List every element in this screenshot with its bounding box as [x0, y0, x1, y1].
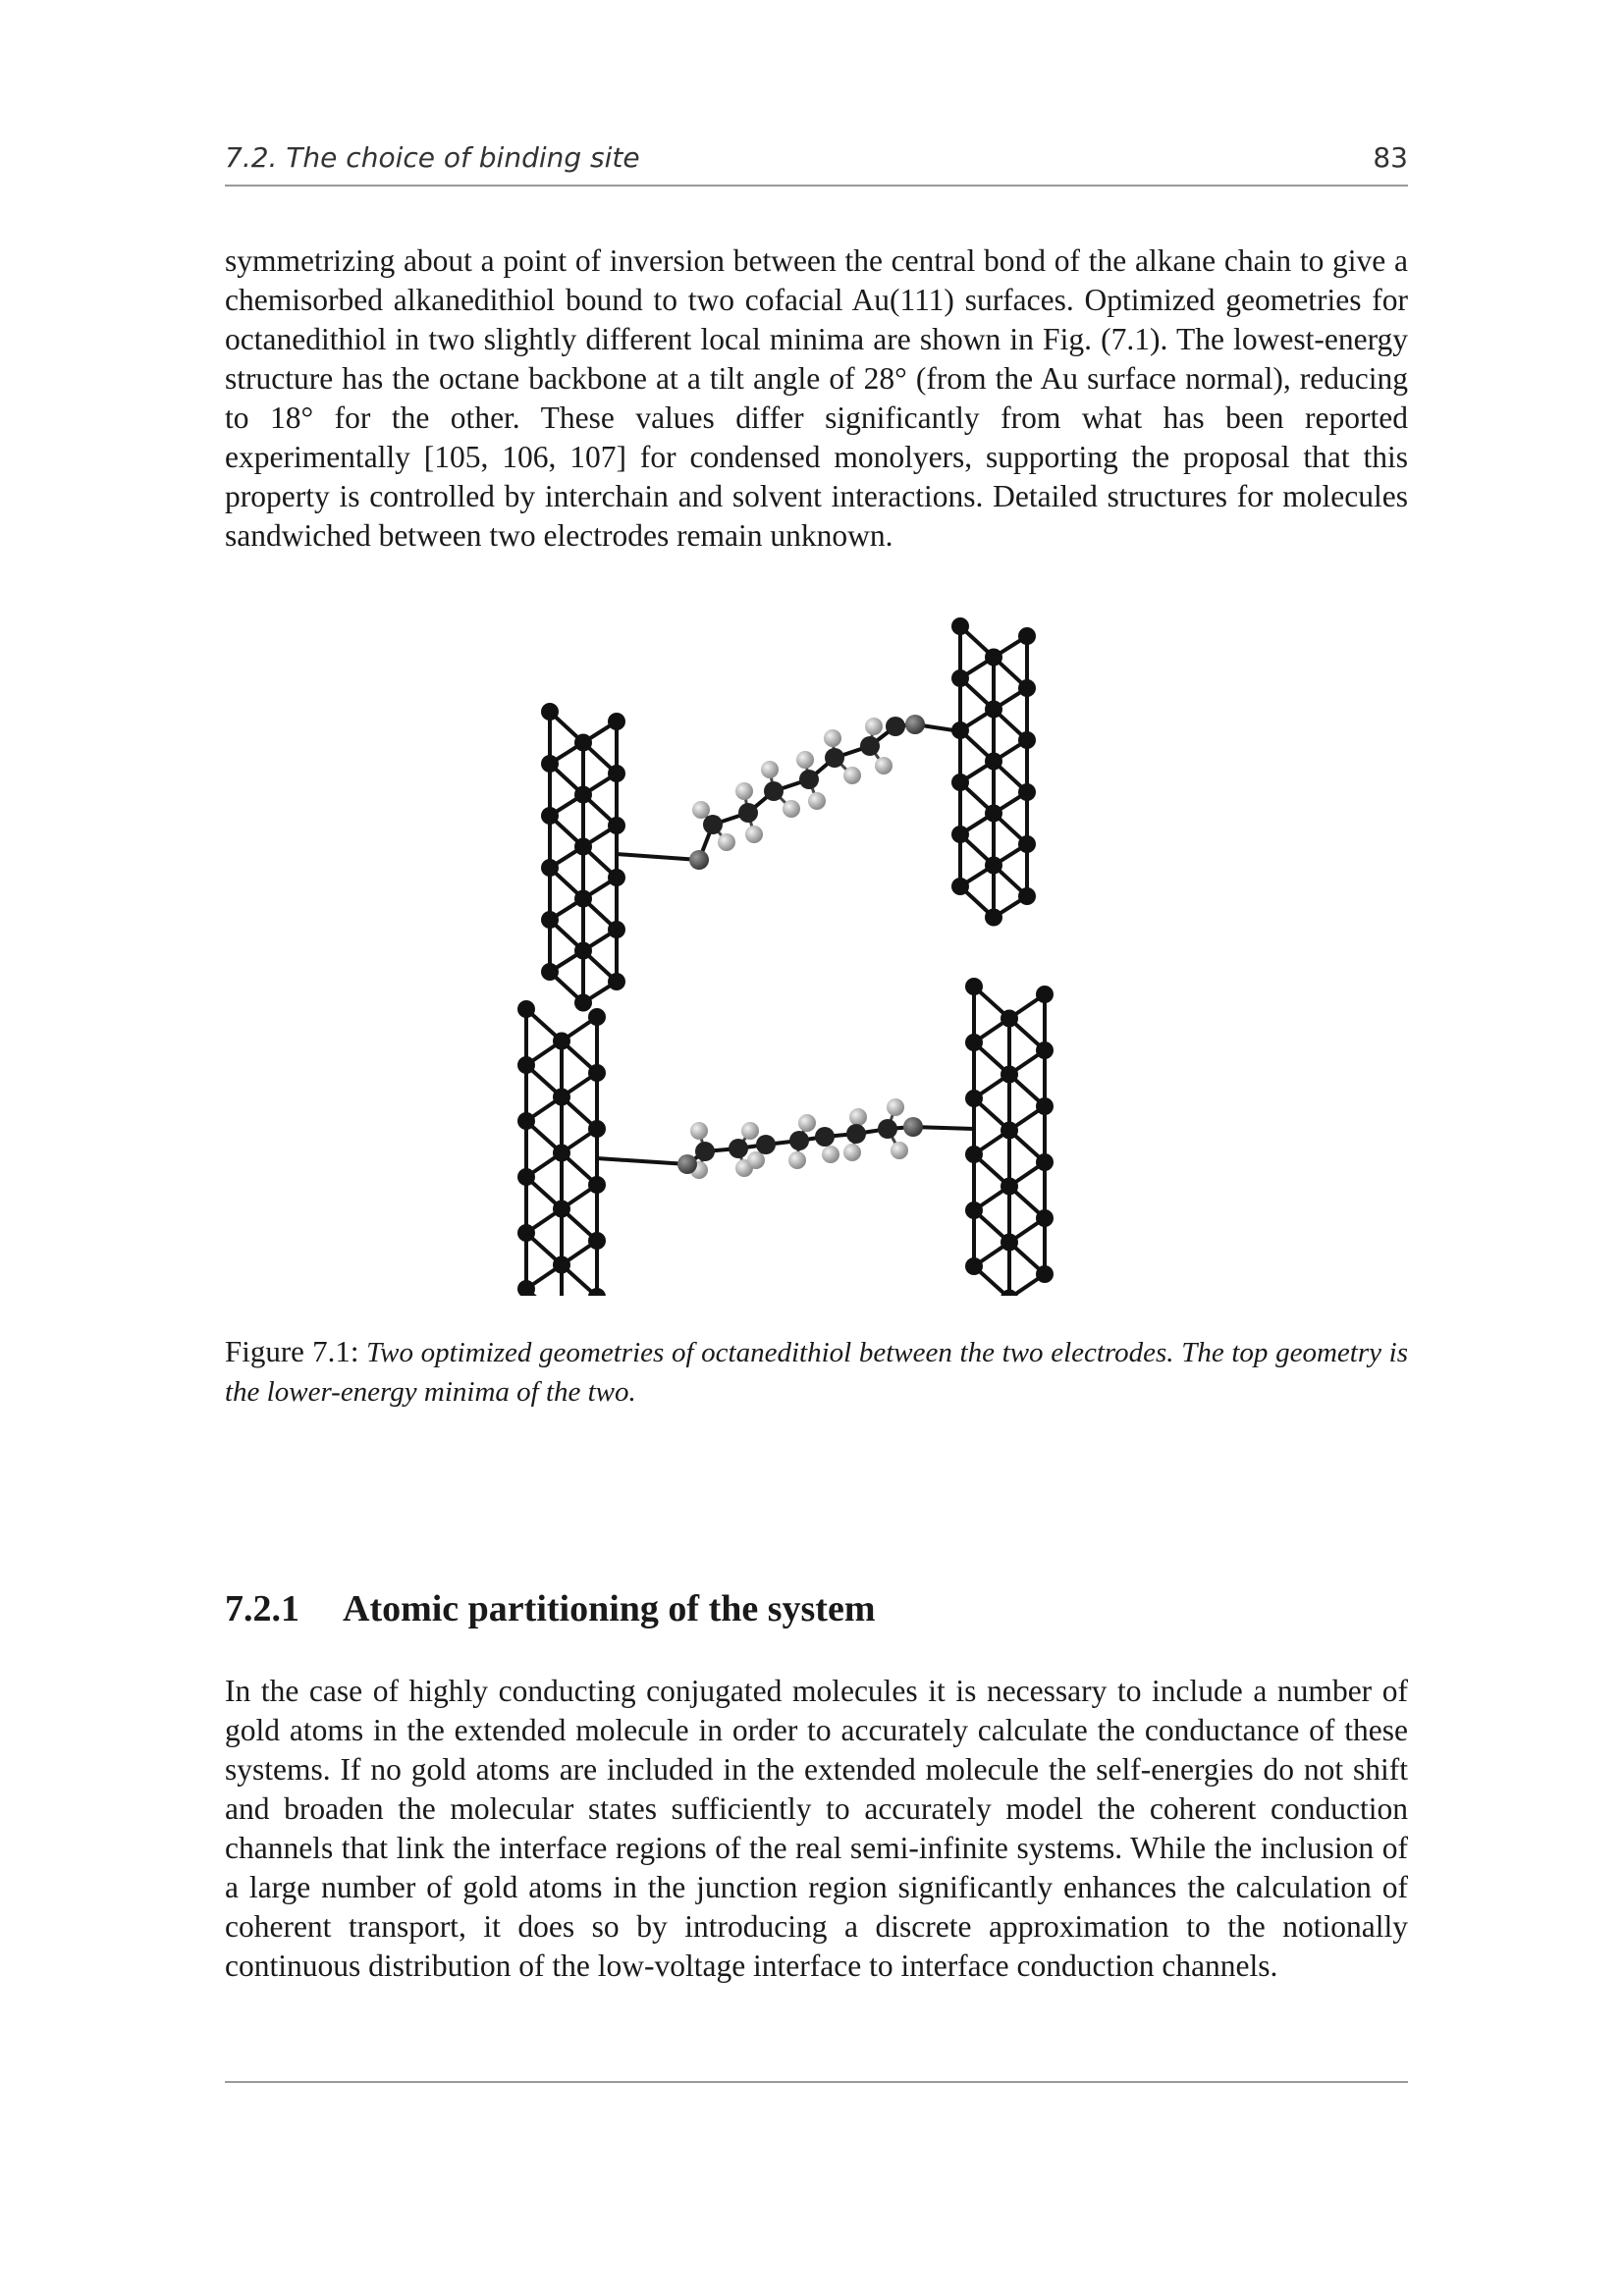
- gold-atom: [541, 755, 559, 773]
- gold-atom: [1036, 1153, 1054, 1171]
- intro-paragraph: symmetrizing about a point of inversion between the central bond of the alkane chain to give a chemisorbed alkanedithiol bound to two cofacial Au(111) surfaces. Optimized geometries for octanedithiol in two slightly different local minima are shown in Fig. (7.1). The lowest-energy structure has the octane backbone at a tilt angle of 28° (from the Au surface normal), reducing to 18° for the other. These values differ significantly from what has been reported experimentally [105, 106, 107] for condensed monolyers, supporting the proposal that this property is controlled by interchain and solvent interactions. Detailed structures for molecules sandwiched between two electrodes remain unknown.: [225, 243, 1408, 553]
- hydrogen-atom: [843, 1144, 861, 1161]
- carbon-atom: [756, 1135, 776, 1154]
- section-title: Atomic partitioning of the system: [343, 1588, 876, 1629]
- gold-atom: [517, 1112, 535, 1130]
- gold-atom: [517, 1224, 535, 1242]
- gold-atom: [965, 1034, 983, 1051]
- gold-atom: [965, 1201, 983, 1219]
- carbon-atom: [695, 1142, 715, 1161]
- gold-atom: [553, 1089, 570, 1106]
- gold-atom: [1001, 1066, 1018, 1084]
- gold-atom: [1018, 783, 1036, 801]
- sulfur-atom: [903, 1117, 923, 1137]
- gold-atom: [951, 878, 969, 895]
- gold-atom: [985, 805, 1002, 823]
- gold-atom: [608, 921, 625, 938]
- gold-atom: [588, 1008, 606, 1026]
- gold-atom: [517, 1168, 535, 1186]
- gold-atom: [985, 909, 1002, 927]
- hydrogen-atom: [745, 826, 763, 843]
- gold-atom: [1001, 1010, 1018, 1028]
- gold-atom: [574, 734, 592, 752]
- hydrogen-atom: [875, 757, 893, 774]
- gold-atom: [1001, 1122, 1018, 1140]
- gold-atom: [608, 817, 625, 834]
- gold-atom: [985, 649, 1002, 667]
- gold-atom: [541, 859, 559, 877]
- hydrogen-atom: [692, 801, 710, 819]
- gold-atom: [541, 911, 559, 929]
- electrode-top-left: [541, 703, 699, 1012]
- hydrogen-atom: [849, 1108, 867, 1126]
- gold-atom: [1018, 731, 1036, 749]
- gold-atom: [574, 786, 592, 804]
- gold-atom: [541, 807, 559, 825]
- hydrogen-atom: [824, 729, 841, 747]
- hydrogen-atom: [747, 1151, 765, 1169]
- molecule-chain-bottom: [677, 1098, 923, 1179]
- gold-atom: [588, 1176, 606, 1194]
- carbon-atom: [846, 1124, 866, 1144]
- gold-atom: [574, 942, 592, 960]
- gold-atom: [1018, 679, 1036, 697]
- gold-atom: [1001, 1178, 1018, 1196]
- gold-atom: [1018, 835, 1036, 853]
- hydrogen-atom: [796, 751, 814, 769]
- hydrogen-atom: [865, 718, 883, 735]
- carbon-atom: [738, 803, 758, 823]
- carbon-atom: [878, 1119, 897, 1139]
- section-number: 7.2.1: [225, 1588, 299, 1629]
- gold-atom: [1018, 627, 1036, 645]
- figure-caption: [225, 1332, 1408, 1412]
- gold-atom: [517, 1000, 535, 1018]
- electrode-bottom-left: [517, 1000, 687, 1296]
- hydrogen-atom: [735, 782, 753, 800]
- gold-atom: [553, 1256, 570, 1274]
- gold-atom: [965, 1146, 983, 1163]
- gold-atom: [1036, 1041, 1054, 1059]
- figure-caption-text: Two optimized geometries of octanedithiol between the two electrodes. The top geometry is the lower-energy minima of the two.: [225, 1337, 1408, 1408]
- gold-atom: [985, 753, 1002, 771]
- gold-atom: [1001, 1234, 1018, 1252]
- electrode-top-right: [915, 617, 1036, 927]
- gold-atom: [1036, 1209, 1054, 1227]
- gold-atom: [588, 1120, 606, 1138]
- carbon-atom: [703, 815, 723, 834]
- bottom-rule: [225, 2081, 1408, 2083]
- molecule-chain-top: [689, 715, 925, 870]
- section-paragraph: In the case of highly conducting conjugated molecules it is necessary to include a number of gold atoms in the extended molecule in order to accurately calculate the conductance of these systems. If no gold atoms are included in the extended molecule the self-energies do not shift and broaden the molecular states sufficiently to accurately model the coherent conduction channels that link the interface regions of the real semi-infinite systems. While the inclusion of a large number of gold atoms in the junction region significantly enhances the calculation of coherent transport, it does so by introducing a discrete approximation to the notionally continuous distribution of the low-voltage interface to interface conduction channels.: [225, 1674, 1408, 1983]
- gold-atom: [965, 978, 983, 995]
- gold-atom: [588, 1232, 606, 1250]
- carbon-atom: [729, 1139, 748, 1158]
- sulfur-atom: [905, 715, 925, 734]
- sulfur-atom: [677, 1154, 697, 1174]
- au-s-bond: [617, 854, 699, 860]
- gold-atom: [951, 669, 969, 687]
- gold-atom: [1036, 1097, 1054, 1115]
- carbon-atom: [799, 770, 819, 789]
- carbon-atom: [860, 736, 880, 756]
- gold-atom: [553, 1201, 570, 1218]
- gold-atom: [517, 1056, 535, 1074]
- gold-atom: [965, 1257, 983, 1275]
- gold-atom: [1018, 887, 1036, 905]
- hydrogen-atom: [887, 1098, 904, 1116]
- gold-atom: [951, 826, 969, 843]
- carbon-atom: [815, 1127, 835, 1147]
- carbon-atom: [764, 781, 784, 801]
- gold-atom: [553, 1145, 570, 1162]
- molecule-figure: [491, 589, 1129, 1296]
- hydrogen-atom: [822, 1146, 839, 1163]
- gold-atom: [608, 973, 625, 990]
- hydrogen-atom: [718, 833, 735, 851]
- gold-atom: [1036, 1265, 1054, 1283]
- gold-atom: [541, 703, 559, 721]
- running-header: [225, 137, 1408, 187]
- hydrogen-atom: [788, 1151, 806, 1169]
- hydrogen-atom: [808, 792, 826, 810]
- gold-atom: [1036, 986, 1054, 1003]
- gold-atom: [951, 774, 969, 791]
- electrode-bottom-right: [913, 978, 1054, 1296]
- carbon-atom: [789, 1131, 809, 1150]
- hydrogen-atom: [741, 1122, 759, 1140]
- running-title: 7.2. The choice of binding site: [225, 141, 640, 174]
- gold-atom: [985, 701, 1002, 719]
- carbon-atom: [825, 748, 844, 768]
- hydrogen-atom: [783, 800, 800, 818]
- gold-atom: [574, 838, 592, 856]
- page-number: 83: [1373, 141, 1408, 174]
- gold-atom: [965, 1090, 983, 1107]
- gold-atom: [608, 765, 625, 782]
- gold-atom: [985, 857, 1002, 875]
- gold-atom: [541, 963, 559, 981]
- hydrogen-atom: [798, 1114, 816, 1132]
- hydrogen-atom: [690, 1122, 708, 1140]
- gold-atom: [574, 890, 592, 908]
- gold-atom: [574, 994, 592, 1012]
- gold-atom: [553, 1033, 570, 1050]
- hydrogen-atom: [891, 1142, 908, 1159]
- gold-atom: [608, 713, 625, 730]
- gold-atom: [608, 869, 625, 886]
- sulfur-atom: [689, 850, 709, 870]
- hydrogen-atom: [761, 761, 779, 778]
- hydrogen-atom: [843, 767, 861, 784]
- figure-label: Figure 7.1:: [225, 1334, 359, 1368]
- section-heading: [225, 1587, 875, 1630]
- au-s-bond: [597, 1158, 687, 1164]
- gold-atom: [588, 1064, 606, 1082]
- gold-atom: [951, 617, 969, 635]
- carbon-atom: [886, 717, 905, 736]
